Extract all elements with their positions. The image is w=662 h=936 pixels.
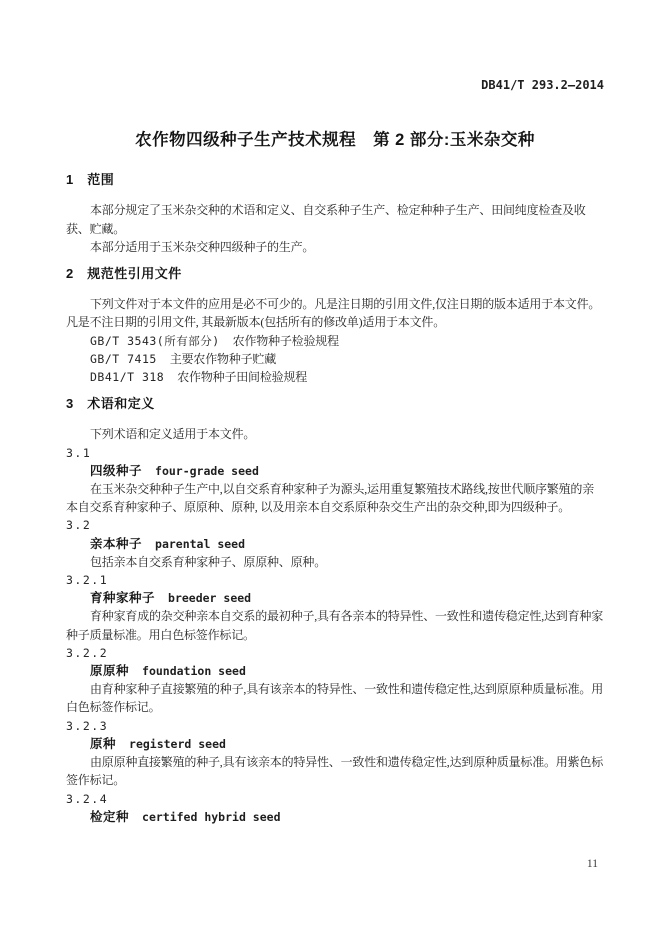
term-name-row (66, 808, 604, 826)
term-name-row (66, 462, 604, 480)
term-number: 3.2.2 (66, 645, 109, 660)
reference-item (66, 332, 604, 350)
doc-code: DB41/T 293.2—2014 (481, 78, 604, 92)
term-name-en: certifed hybrid seed (142, 809, 281, 824)
term-number: 3.2 (66, 518, 92, 533)
term-name-row (66, 589, 604, 607)
terms-intro: 下列术语和定义适用于本文件。 (90, 427, 256, 442)
term-name-cn: 原原种 (90, 664, 130, 679)
reference-code: GB/T 7415 (90, 351, 157, 366)
term-name-en: parental seed (155, 536, 246, 551)
term-name-en: four-grade seed (155, 463, 259, 478)
reference-title: 农作物种子田间检验规程 (177, 370, 308, 385)
term-definition: 由原原种直接繁殖的种子,具有该亲本的特异性、一致性和遗传稳定性,达到原种质量标准。用紫色标签作标记。 (66, 755, 604, 788)
term-number: 3.2.3 (66, 718, 109, 733)
page-number: 11 (586, 858, 598, 870)
term-number: 3.2.4 (66, 791, 109, 806)
term-name-cn: 检定种 (90, 809, 130, 824)
term-definition: 育种家育成的杂交种亲本自交系的最初种子,具有各亲本的特异性、一致性和遗传稳定性,达到育种家种子质量标准。用白色标签作标记。 (66, 609, 604, 642)
term-definition: 在玉米杂交种种子生产中,以自交系育种家种子为源头,运用重复繁殖技术路线,按世代顺序繁殖的亲本自交系育种家种子、原原种、原种, 以及用亲本自交系原种杂交生产出的杂交种,即为四级种子。 (66, 482, 595, 515)
section-heading-scope: 1 范围 (66, 172, 115, 188)
term-name-cn: 亲本种子 (90, 536, 143, 551)
term-name-cn: 原种 (90, 736, 117, 751)
term-number: 3.2.1 (66, 573, 109, 588)
term-definition: 由育种家种子直接繁殖的种子,具有该亲本的特异性、一致性和遗传稳定性,达到原原种质量标准。用白色标签作标记。 (66, 682, 604, 715)
term-name-cn: 育种家种子 (90, 591, 156, 606)
reference-item (66, 368, 604, 386)
reference-code: GB/T 3543(所有部分) (90, 333, 220, 348)
term-number: 3.1 (66, 445, 92, 460)
reference-item (66, 350, 604, 368)
reference-title: 农作物种子检验规程 (232, 333, 339, 348)
reference-code: DB41/T 318 (90, 370, 165, 385)
term-name-row (66, 662, 604, 680)
term-name-en: breeder seed (168, 591, 252, 606)
term-name-cn: 四级种子 (90, 463, 143, 478)
term-name-en: registerd seed (129, 736, 226, 751)
term-name-row (66, 735, 604, 753)
term-definition: 包括亲本自交系育种家种子、原原种、原种。 (90, 554, 327, 569)
section-heading-terms-and-definitions: 3 术语和定义 (66, 396, 155, 412)
scope-paragraph: 本部分规定了玉米杂交种的术语和定义、自交系种子生产、检定种种子生产、田间纯度检查及收获、贮藏。 (66, 203, 586, 236)
page-header (66, 76, 604, 94)
term-name-en: foundation seed (142, 664, 246, 679)
normative-references-intro: 下列文件对于本文件的应用是必不可少的。凡是注日期的引用文件,仅注日期的版本适用于本文件。凡是不注日期的引用文件, 其最新版本(包括所有的修改单)适用于本文件。 (66, 297, 601, 330)
section-heading-normative-references: 2 规范性引用文件 (66, 266, 182, 282)
reference-title: 主要农作物种子贮藏 (169, 351, 277, 366)
page-title: 农作物四级种子生产技术规程 第 2 部分:玉米杂交种 (135, 131, 535, 150)
term-name-row (66, 535, 604, 553)
applicability-paragraph: 本部分适用于玉米杂交种四级种子的生产。 (90, 239, 315, 254)
